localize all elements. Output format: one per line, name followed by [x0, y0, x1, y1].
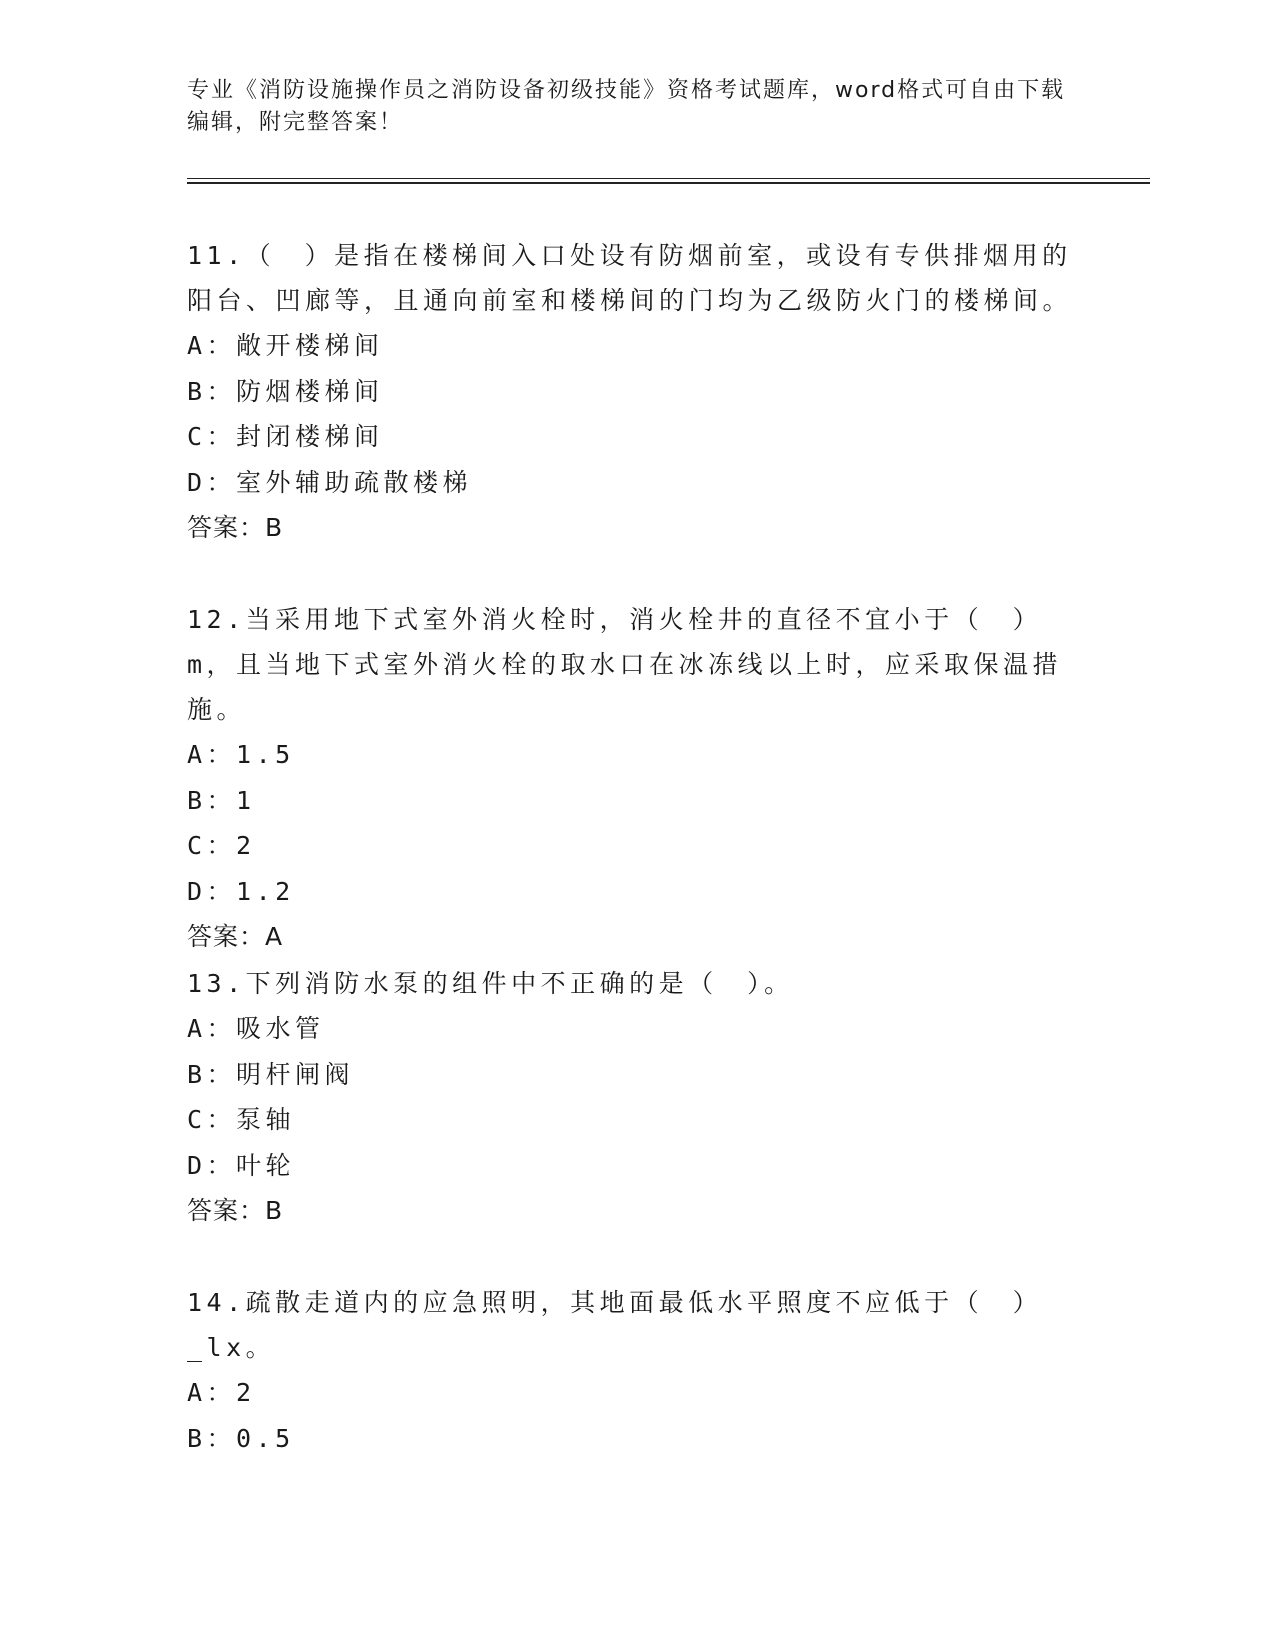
question-13: [187, 961, 1087, 1234]
question-stem: 13.下列消防水泵的组件中不正确的是（ ）。: [187, 969, 794, 998]
header-intro-text: 专业《消防设施操作员之消防设备初级技能》资格考试题库，word格式可自由下载编辑，附完整答案！: [187, 78, 1066, 135]
answer-line: 答案：B: [187, 1196, 284, 1225]
option-d: D：室外辅助疏散楼梯: [187, 467, 473, 497]
header-divider-thick: [187, 182, 1150, 184]
option-d: D：1.2: [187, 876, 295, 906]
option-a: A：1.5: [187, 740, 295, 769]
option-b: B：1: [187, 785, 256, 815]
header-divider-thin: [187, 178, 1150, 179]
option-c: C：2: [187, 831, 256, 860]
option-b: B：明杆闸阀: [187, 1059, 355, 1089]
option-a: A：2: [187, 1378, 256, 1407]
question-stem: 12.当采用地下式室外消火栓时，消火栓井的直径不宜小于（ ）m，且当地下式室外消火栓的取水口在冰冻线以上时，应采取保温措施。: [187, 605, 1063, 724]
option-a: A：吸水管: [187, 1014, 325, 1043]
question-stem: 11.（ ）是指在楼梯间入口处设有防烟前室，或设有专供排烟用的阳台、凹廊等，且通向前室和楼梯间的门均为乙级防火门的楼梯间。: [187, 241, 1073, 315]
option-c: C：泵轴: [187, 1105, 296, 1134]
question-12: [187, 597, 1087, 960]
answer-line: 答案：A: [187, 922, 284, 951]
document-header: [187, 75, 1067, 139]
option-b: B：0.5: [187, 1423, 295, 1453]
option-c: C：封闭楼梯间: [187, 422, 384, 451]
question-14: [187, 1280, 1087, 1461]
answer-line: 答案：B: [187, 513, 284, 542]
option-b: B：防烟楼梯间: [187, 376, 384, 406]
question-11: [187, 233, 1087, 551]
option-a: A：敞开楼梯间: [187, 331, 384, 360]
question-stem: 14.疏散走道内的应急照明，其地面最低水平照度不应低于（ ）_lx。: [187, 1288, 1043, 1362]
option-d: D：叶轮: [187, 1150, 296, 1180]
